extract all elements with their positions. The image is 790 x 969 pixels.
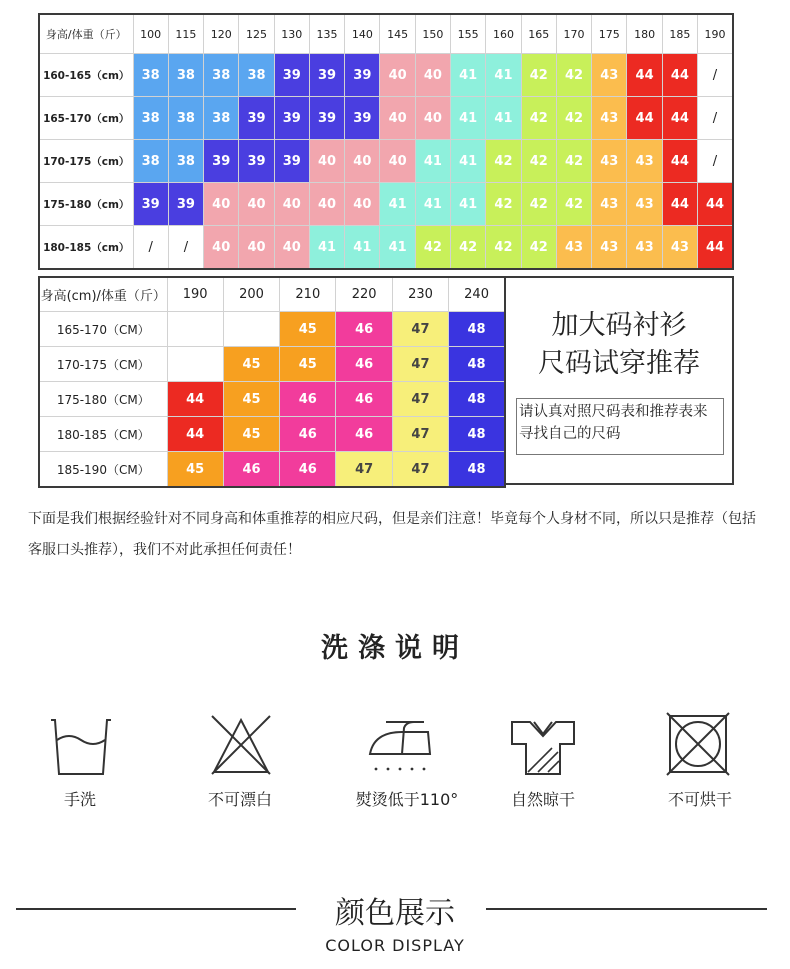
plus-size-cell: 46	[223, 452, 279, 488]
standard-size-cell: 41	[451, 140, 486, 183]
standard-size-cell: 42	[556, 140, 591, 183]
standard-size-cell: 41	[451, 183, 486, 226]
plus-size-cell: 47	[336, 452, 392, 488]
standard-size-cell: 44	[662, 54, 697, 97]
standard-weight-header: 125	[239, 14, 274, 54]
standard-weight-header: 145	[380, 14, 415, 54]
standard-size-cell: 39	[309, 54, 344, 97]
standard-size-cell: 42	[521, 183, 556, 226]
plus-weight-header: 230	[392, 277, 448, 312]
standard-height-label: 180-185（cm）	[39, 226, 133, 270]
standard-size-cell: /	[133, 226, 168, 270]
standard-weight-header: 160	[486, 14, 521, 54]
standard-size-cell: 38	[133, 97, 168, 140]
standard-header-row	[39, 14, 733, 54]
hand-wash-icon	[49, 714, 113, 780]
no-bleach-label: 不可漂白	[207, 790, 272, 809]
standard-weight-header: 165	[521, 14, 556, 54]
standard-height-label: 165-170（cm）	[39, 97, 133, 140]
plus-size-cell: 46	[280, 417, 336, 452]
standard-height-label: 160-165（cm）	[39, 54, 133, 97]
standard-weight-header: 185	[662, 14, 697, 54]
standard-size-cell: 42	[521, 140, 556, 183]
standard-size-cell: /	[698, 140, 734, 183]
standard-size-cell: 40	[380, 97, 415, 140]
standard-size-cell: 40	[415, 54, 450, 97]
standard-size-cell: 42	[521, 54, 556, 97]
standard-size-cell: 42	[556, 54, 591, 97]
plus-size-note: 请认真对照尺码表和推荐表来寻找自己的尺码	[516, 398, 724, 455]
plus-size-cell: 48	[449, 452, 505, 488]
standard-height-label: 170-175（cm）	[39, 140, 133, 183]
standard-header-label: 身高/体重（斤）	[39, 14, 133, 54]
plus-size-cell: 44	[167, 382, 223, 417]
plus-size-cell: 44	[167, 417, 223, 452]
no-tumble-dry-label: 不可烘干	[667, 790, 732, 809]
standard-size-cell: 38	[204, 97, 239, 140]
standard-size-cell: 40	[239, 183, 274, 226]
plus-size-cell: 45	[280, 347, 336, 382]
plus-height-label: 170-175（CM）	[39, 347, 167, 382]
standard-size-cell: 38	[239, 54, 274, 97]
standard-weight-header: 180	[627, 14, 662, 54]
standard-size-cell: 41	[486, 97, 521, 140]
standard-size-cell: 40	[380, 54, 415, 97]
standard-size-cell: 40	[309, 183, 344, 226]
plus-row	[39, 382, 505, 417]
plus-size-cell: 45	[223, 382, 279, 417]
standard-size-cell: 41	[451, 97, 486, 140]
plus-size-cell: 45	[223, 347, 279, 382]
plus-size-cell: 46	[336, 347, 392, 382]
standard-size-cell: 43	[662, 226, 697, 270]
standard-size-cell: 41	[451, 54, 486, 97]
standard-size-cell: 42	[415, 226, 450, 270]
standard-size-cell: 40	[204, 183, 239, 226]
plus-size-cell: 45	[280, 312, 336, 347]
standard-weight-header: 100	[133, 14, 168, 54]
plus-row	[39, 347, 505, 382]
plus-height-label: 180-185（CM）	[39, 417, 167, 452]
standard-size-cell: 39	[274, 140, 309, 183]
plus-size-cell: 46	[336, 382, 392, 417]
standard-size-cell: 41	[345, 226, 380, 270]
plus-size-cell: 47	[392, 417, 448, 452]
plus-row	[39, 312, 505, 347]
standard-size-cell: 41	[415, 183, 450, 226]
standard-size-cell: 42	[521, 226, 556, 270]
standard-size-cell: 41	[380, 226, 415, 270]
plus-size-cell: 48	[449, 312, 505, 347]
plus-size-cell: 46	[336, 312, 392, 347]
standard-weight-header: 115	[168, 14, 203, 54]
color-display-subtitle: COLOR DISPLAY	[325, 936, 465, 955]
standard-size-cell: 43	[592, 226, 627, 270]
standard-size-cell: 40	[274, 226, 309, 270]
standard-size-cell: 43	[627, 226, 662, 270]
standard-size-cell: 43	[592, 183, 627, 226]
standard-size-cell: 39	[274, 97, 309, 140]
plus-size-cell	[167, 312, 223, 347]
standard-weight-header: 140	[345, 14, 380, 54]
standard-size-cell: 38	[168, 54, 203, 97]
shade-dry-icon	[508, 718, 578, 780]
plus-row	[39, 417, 505, 452]
standard-size-cell: 41	[415, 140, 450, 183]
plus-size-cell: 48	[449, 382, 505, 417]
standard-size-cell: /	[698, 54, 734, 97]
iron-label: 熨烫低于110°	[355, 790, 459, 809]
plus-size-cell: 45	[167, 452, 223, 488]
color-display-title: 颜色展示	[335, 896, 455, 931]
standard-row	[39, 140, 733, 183]
standard-size-cell: 39	[239, 97, 274, 140]
plus-size-cell: 48	[449, 417, 505, 452]
standard-size-cell: 39	[168, 183, 203, 226]
standard-size-cell: 44	[662, 97, 697, 140]
standard-size-cell: 42	[486, 140, 521, 183]
standard-row	[39, 226, 733, 270]
standard-size-cell: 42	[521, 97, 556, 140]
standard-size-cell: 38	[133, 54, 168, 97]
standard-size-cell: 43	[592, 97, 627, 140]
recommendation-notice: 下面是我们根据经验针对不同身高和体重推荐的相应尺码，但是亲们注意！毕竟每个人身材不同，所以只是推荐（包括客服口头推荐），我们不对此承担任何责任！	[28, 511, 756, 558]
standard-size-cell: 38	[204, 54, 239, 97]
plus-size-title	[524, 307, 714, 383]
standard-size-cell: 38	[168, 97, 203, 140]
standard-size-cell: 39	[345, 97, 380, 140]
no-tumble-dry-icon	[666, 712, 730, 780]
standard-size-cell: 42	[486, 183, 521, 226]
standard-size-cell: 40	[309, 140, 344, 183]
plus-weight-header: 240	[449, 277, 505, 312]
standard-size-cell: 43	[592, 140, 627, 183]
standard-weight-header: 170	[556, 14, 591, 54]
wash-instructions-title: 洗涤说明	[321, 633, 469, 664]
standard-size-cell: 39	[133, 183, 168, 226]
standard-row	[39, 54, 733, 97]
standard-weight-header: 175	[592, 14, 627, 54]
iron-icon	[366, 714, 436, 778]
standard-size-cell: 44	[662, 183, 697, 226]
standard-weight-header: 135	[309, 14, 344, 54]
plus-size-title-line2: 尺码试穿推荐	[538, 348, 700, 379]
size-table-standard	[38, 13, 734, 270]
standard-size-cell: 43	[627, 140, 662, 183]
standard-size-cell: 38	[133, 140, 168, 183]
plus-height-label: 185-190（CM）	[39, 452, 167, 488]
plus-weight-header: 190	[167, 277, 223, 312]
standard-height-label: 175-180（cm）	[39, 183, 133, 226]
standard-size-cell: 39	[239, 140, 274, 183]
standard-row	[39, 97, 733, 140]
plus-header-label: 身高(cm)/体重（斤）	[39, 277, 167, 312]
standard-size-cell: 39	[274, 54, 309, 97]
plus-size-cell: 48	[449, 347, 505, 382]
standard-size-cell: 40	[380, 140, 415, 183]
standard-size-cell: 39	[204, 140, 239, 183]
standard-size-cell: 44	[698, 183, 734, 226]
plus-size-cell	[223, 312, 279, 347]
standard-size-cell: 42	[556, 183, 591, 226]
plus-size-cell: 46	[280, 452, 336, 488]
no-bleach-icon	[210, 714, 272, 780]
standard-size-cell: 39	[309, 97, 344, 140]
standard-size-cell: 40	[345, 140, 380, 183]
standard-size-cell: 44	[627, 54, 662, 97]
plus-size-cell: 47	[392, 452, 448, 488]
standard-row	[39, 183, 733, 226]
standard-size-cell: 44	[627, 97, 662, 140]
standard-size-cell: 41	[380, 183, 415, 226]
plus-height-label: 175-180（CM）	[39, 382, 167, 417]
standard-size-cell: 40	[204, 226, 239, 270]
standard-size-cell: /	[168, 226, 203, 270]
standard-size-cell: 42	[451, 226, 486, 270]
plus-size-cell: 47	[392, 347, 448, 382]
plus-size-cell: 47	[392, 312, 448, 347]
plus-size-cell	[167, 347, 223, 382]
plus-row	[39, 452, 505, 488]
standard-size-cell: 44	[698, 226, 734, 270]
standard-size-cell: 43	[592, 54, 627, 97]
standard-size-cell: 44	[662, 140, 697, 183]
standard-size-cell: 40	[345, 183, 380, 226]
standard-size-cell: 40	[274, 183, 309, 226]
standard-size-cell: 40	[239, 226, 274, 270]
hand-wash-label: 手洗	[63, 790, 96, 809]
standard-size-cell: 41	[309, 226, 344, 270]
standard-size-cell: 43	[556, 226, 591, 270]
plus-size-cell: 46	[336, 417, 392, 452]
size-table-plus	[38, 276, 506, 488]
plus-weight-header: 220	[336, 277, 392, 312]
standard-weight-header: 120	[204, 14, 239, 54]
standard-size-cell: 38	[168, 140, 203, 183]
plus-weight-header: 200	[223, 277, 279, 312]
standard-size-cell: 42	[556, 97, 591, 140]
standard-size-cell: 43	[627, 183, 662, 226]
plus-size-cell: 45	[223, 417, 279, 452]
standard-size-cell: 40	[415, 97, 450, 140]
plus-size-title-line1: 加大码衬衫	[551, 310, 687, 341]
standard-weight-header: 130	[274, 14, 309, 54]
plus-weight-header: 210	[280, 277, 336, 312]
plus-header-row	[39, 277, 505, 312]
standard-weight-header: 150	[415, 14, 450, 54]
plus-height-label: 165-170（CM）	[39, 312, 167, 347]
standard-size-cell: 42	[486, 226, 521, 270]
shade-dry-label: 自然晾干	[510, 790, 575, 809]
standard-size-cell: 41	[486, 54, 521, 97]
standard-weight-header: 190	[698, 14, 734, 54]
standard-size-cell: 39	[345, 54, 380, 97]
plus-size-cell: 47	[392, 382, 448, 417]
plus-size-cell: 46	[280, 382, 336, 417]
standard-weight-header: 155	[451, 14, 486, 54]
standard-size-cell: /	[698, 97, 734, 140]
